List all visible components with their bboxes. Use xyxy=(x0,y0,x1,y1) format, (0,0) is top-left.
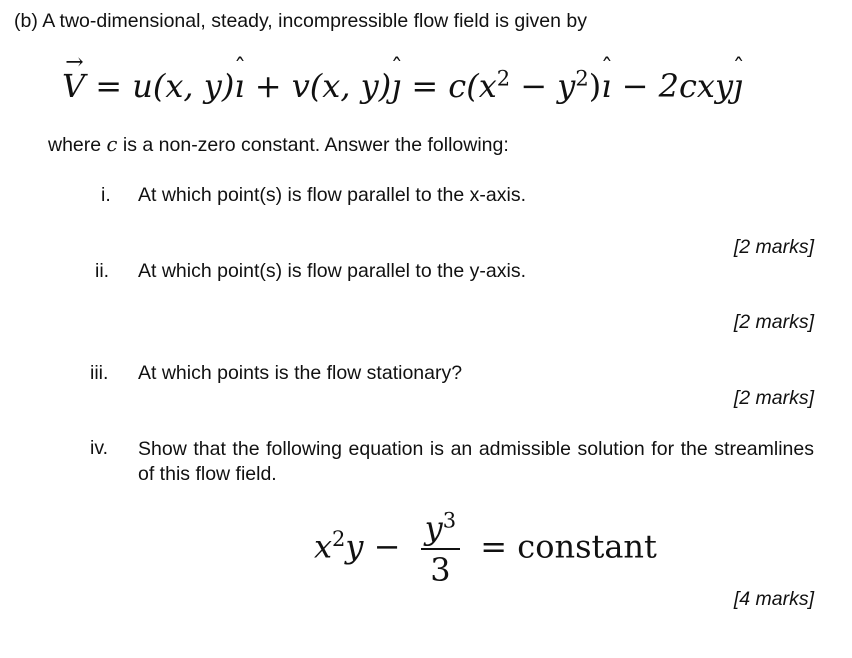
y-cubed-over-three: $\frac{y^3}{3}$ xyxy=(421,512,460,586)
u-component: u(x, y) xyxy=(132,67,235,105)
question-number-3: iii. xyxy=(90,362,109,384)
question-marks-4: [4 marks] xyxy=(733,588,814,610)
fraction-bar xyxy=(421,548,460,550)
j-hat-unit-vector: ˆ ȷ xyxy=(391,70,401,102)
v-component: v(x, y) xyxy=(291,67,392,105)
velocity-equation: → V = u(x, y)ˆ ı + v(x, y)ˆ ȷ = $c(x^2$ − $y^2)ˆ$ ı − 2cxyˆ ȷ xyxy=(62,70,743,102)
question-text-1: At which point(s) is flow parallel to the x-axis. xyxy=(138,184,526,206)
i-hat-unit-vector-2: ˆ ı xyxy=(601,70,611,102)
j-hat-unit-vector-2: ˆ ȷ xyxy=(733,70,743,102)
intro-line xyxy=(14,10,587,33)
streamline-equation: $x^2y$ − $\frac{y^3}{3}$ = constant xyxy=(314,508,657,589)
constant-word: constant xyxy=(517,527,657,566)
i-hat-unit-vector: ˆ ı xyxy=(234,70,244,102)
part-label: (b) xyxy=(14,10,38,32)
question-number-1: i. xyxy=(101,184,111,206)
where-line: where c is a non-zero constant. Answer the following: xyxy=(48,133,509,156)
question-text-4: Show that the following equation is an admissible solution for the streamlines of this flow field. xyxy=(138,438,814,485)
question-number-2: ii. xyxy=(95,260,110,282)
question-number-4: iv. xyxy=(90,437,109,459)
question-text-3: At which points is the flow stationary? xyxy=(138,362,463,384)
question-marks-2: [2 marks] xyxy=(733,311,814,333)
constant-c: c xyxy=(106,133,118,156)
question-marks-3: [2 marks] xyxy=(733,387,814,409)
question-marks-1: [2 marks] xyxy=(733,236,814,258)
second-term: − 2cxy xyxy=(621,67,734,105)
question-text-2: At which point(s) is flow parallel to the y-axis. xyxy=(138,260,526,282)
velocity-vector-symbol: → V xyxy=(62,70,85,102)
intro-text: A two-dimensional, steady, incompressible flow field is given by xyxy=(42,10,587,32)
